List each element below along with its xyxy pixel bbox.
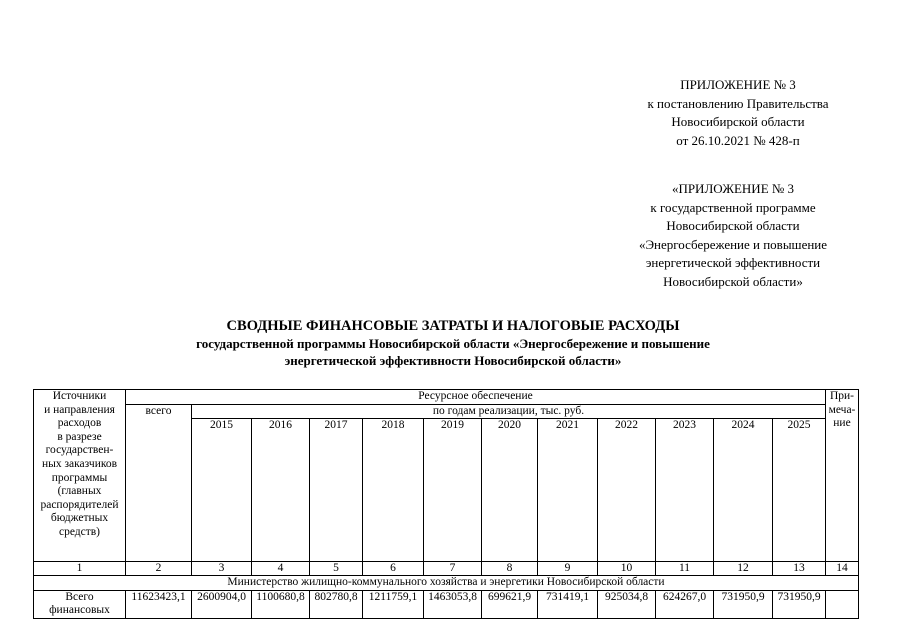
- source-column-header: [34, 390, 126, 562]
- program-appendix-region: Новосибирской области: [666, 218, 800, 233]
- note-header-line: меча-: [828, 403, 856, 416]
- column-number: 10: [598, 562, 656, 576]
- column-number: 3: [192, 562, 252, 576]
- source-header-line: расходов: [57, 417, 102, 430]
- column-number: 4: [252, 562, 310, 576]
- year-header: 2023: [656, 419, 714, 562]
- row-value: 1100680,8: [252, 590, 310, 618]
- row-value: 624267,0: [656, 590, 714, 618]
- source-header-line: бюджетных: [50, 512, 109, 525]
- source-header-line: и направления: [44, 403, 115, 416]
- column-number: 13: [773, 562, 826, 576]
- header-row-1: [34, 390, 859, 405]
- note-header-line: При-: [829, 390, 855, 402]
- program-appendix-name-2: энергетической эффективности: [645, 255, 821, 270]
- column-number: 8: [482, 562, 538, 576]
- row-value: 802780,8: [310, 590, 363, 618]
- appendix-number: ПРИЛОЖЕНИЕ № 3: [680, 77, 796, 92]
- column-number: 6: [363, 562, 424, 576]
- program-appendix-ref: к государственной программе: [650, 199, 816, 215]
- program-appendix-name-1: «Энергосбережение и повышение: [638, 236, 828, 252]
- year-header: 2021: [538, 419, 598, 562]
- source-header-line: ных заказчиков: [41, 457, 118, 470]
- row-label-line: финансовых: [49, 604, 110, 617]
- source-header-line: (главных: [57, 485, 102, 498]
- column-number: 14: [826, 562, 859, 576]
- row-value: 731419,1: [538, 590, 598, 618]
- by-years-header: по годам реализации, тыс. руб.: [192, 404, 826, 419]
- column-number-row: [34, 562, 859, 576]
- row-label: [34, 590, 126, 618]
- row-note: [826, 590, 859, 618]
- row-label-line: Всего: [65, 590, 94, 603]
- column-number: 11: [656, 562, 714, 576]
- row-value: 731950,9: [714, 590, 773, 618]
- header-row-2: [34, 404, 859, 419]
- appendix-header: [604, 76, 872, 150]
- total-finance-row: [34, 590, 859, 618]
- row-value: 731950,9: [773, 590, 826, 618]
- column-number: 9: [538, 562, 598, 576]
- note-header-line: ние: [833, 417, 851, 430]
- title-sub-2: энергетической эффективности Новосибирской области»: [284, 353, 622, 368]
- resource-header: Ресурсное обеспечение: [126, 390, 826, 405]
- column-number: 12: [714, 562, 773, 576]
- program-appendix-number: «ПРИЛОЖЕНИЕ № 3: [671, 181, 795, 196]
- program-appendix-name-3: Новосибирской области»: [663, 273, 803, 289]
- source-header-line: государствен-: [45, 444, 114, 457]
- ministry-name: Министерство жилищно-коммунального хозяйства и энергетики Новосибирской области: [34, 576, 859, 591]
- row-value: 1211759,1: [363, 590, 424, 618]
- row-total: 11623423,1: [126, 590, 192, 618]
- appendix-date-number: от 26.10.2021 № 428-п: [676, 132, 800, 148]
- source-header-line: средств): [58, 525, 101, 538]
- column-number: 5: [310, 562, 363, 576]
- source-header-line: программы: [51, 471, 108, 484]
- row-value: 2600904,0: [192, 590, 252, 618]
- appendix-region: Новосибирской области: [671, 114, 805, 129]
- column-number: 2: [126, 562, 192, 576]
- ministry-row: [34, 576, 859, 591]
- note-column-header: [826, 390, 859, 562]
- year-header: 2024: [714, 419, 773, 562]
- financial-table: [33, 389, 859, 619]
- program-appendix-header: [604, 180, 862, 291]
- column-number: 7: [424, 562, 482, 576]
- total-column-header: всего: [126, 404, 192, 562]
- source-header-line: распорядителей: [40, 498, 119, 511]
- title-main: СВОДНЫЕ ФИНАНСОВЫЕ ЗАТРАТЫ И НАЛОГОВЫЕ РАСХОДЫ: [226, 318, 680, 334]
- year-header: 2022: [598, 419, 656, 562]
- year-header: 2015: [192, 419, 252, 562]
- year-header: 2025: [773, 419, 826, 562]
- row-value: 925034,8: [598, 590, 656, 618]
- column-number: 1: [34, 562, 126, 576]
- year-header: 2017: [310, 419, 363, 562]
- year-header: 2020: [482, 419, 538, 562]
- year-header: 2018: [363, 419, 424, 562]
- year-header: 2016: [252, 419, 310, 562]
- title-sub-1: государственной программы Новосибирской области «Энергосбережение и повышение: [196, 336, 710, 351]
- source-header-line: Источники: [52, 390, 107, 402]
- year-header: 2019: [424, 419, 482, 562]
- row-value: 699621,9: [482, 590, 538, 618]
- appendix-resolution-ref: к постановлению Правительства: [647, 95, 829, 111]
- row-value: 1463053,8: [424, 590, 482, 618]
- document-title: [40, 318, 866, 369]
- source-header-line: в разрезе: [57, 430, 102, 443]
